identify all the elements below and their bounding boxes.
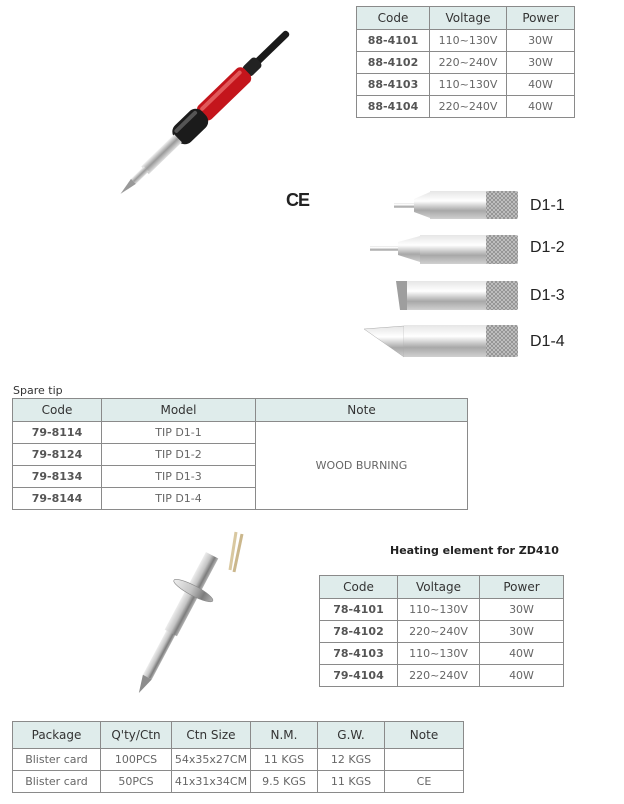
voltage-cell: 110~130V: [430, 74, 507, 96]
qty-cell: 100PCS: [101, 749, 172, 771]
note-cell: WOOD BURNING: [256, 422, 468, 510]
spare-tip-table: [12, 398, 468, 510]
tip-d1-2-shape: [370, 235, 518, 264]
table-row: [357, 52, 575, 74]
voltage-cell: 220~240V: [430, 96, 507, 118]
iron-spec-table: [356, 6, 575, 118]
soldering-iron-image: [100, 8, 315, 218]
tip-d1-4-shape: [364, 325, 518, 357]
table-row: [320, 665, 564, 687]
table-row: [320, 599, 564, 621]
tip-d1-1-shape: [394, 191, 518, 219]
code-cell: 79-8124: [13, 444, 102, 466]
power-cell: 40W: [480, 643, 564, 665]
code-cell: 78-4102: [320, 621, 398, 643]
note-cell: [385, 749, 464, 771]
voltage-cell: 220~240V: [398, 621, 480, 643]
tips-image: [360, 182, 525, 367]
table-row: [357, 74, 575, 96]
model-cell: TIP D1-4: [102, 488, 256, 510]
column-header: Note: [385, 722, 464, 749]
power-cell: 40W: [507, 96, 575, 118]
column-header: Power: [507, 7, 575, 30]
nm-cell: 9.5 KGS: [251, 771, 318, 793]
model-cell: TIP D1-1: [102, 422, 256, 444]
table-header-row: [13, 399, 468, 422]
voltage-cell: 110~130V: [398, 599, 480, 621]
code-cell: 88-4104: [357, 96, 430, 118]
column-header: Ctn Size: [172, 722, 251, 749]
nm-cell: 11 KGS: [251, 749, 318, 771]
table-header-row: [357, 7, 575, 30]
model-cell: TIP D1-2: [102, 444, 256, 466]
voltage-cell: 110~130V: [398, 643, 480, 665]
table-header-row: [13, 722, 464, 749]
code-cell: 78-4103: [320, 643, 398, 665]
power-cell: 30W: [507, 52, 575, 74]
column-header: Q'ty/Ctn: [101, 722, 172, 749]
power-cell: 40W: [480, 665, 564, 687]
column-header: Model: [102, 399, 256, 422]
column-header: N.M.: [251, 722, 318, 749]
column-header: Package: [13, 722, 101, 749]
tip-label-d1-3: D1-3: [530, 287, 565, 304]
code-cell: 79-8144: [13, 488, 102, 510]
column-header: Note: [256, 399, 468, 422]
voltage-cell: 110~130V: [430, 30, 507, 52]
code-cell: 88-4102: [357, 52, 430, 74]
column-header: Voltage: [398, 576, 480, 599]
spare-tip-caption: Spare tip: [13, 384, 63, 397]
table-row: [320, 621, 564, 643]
heating-element-image: [112, 524, 252, 704]
column-header: Code: [320, 576, 398, 599]
tip-d1-3-shape: [396, 281, 518, 310]
table-row: [357, 96, 575, 118]
package-cell: Blister card: [13, 771, 101, 793]
power-cell: 30W: [480, 599, 564, 621]
package-cell: Blister card: [13, 749, 101, 771]
gw-cell: 12 KGS: [318, 749, 385, 771]
table-row: [13, 749, 464, 771]
code-cell: 79-8134: [13, 466, 102, 488]
column-header: G.W.: [318, 722, 385, 749]
note-cell: CE: [385, 771, 464, 793]
code-cell: 79-8114: [13, 422, 102, 444]
column-header: Power: [480, 576, 564, 599]
tip-label-d1-1: D1-1: [530, 197, 565, 214]
ctn-size-cell: 41x31x34CM: [172, 771, 251, 793]
column-header: Code: [13, 399, 102, 422]
code-cell: 79-4104: [320, 665, 398, 687]
code-cell: 88-4101: [357, 30, 430, 52]
power-cell: 40W: [507, 74, 575, 96]
power-cell: 30W: [480, 621, 564, 643]
table-row: [13, 771, 464, 793]
heating-element-table: [319, 575, 564, 687]
table-row: [13, 422, 468, 444]
heating-element-title: Heating element for ZD410: [390, 544, 559, 557]
gw-cell: 11 KGS: [318, 771, 385, 793]
table-row: [320, 643, 564, 665]
qty-cell: 50PCS: [101, 771, 172, 793]
voltage-cell: 220~240V: [430, 52, 507, 74]
power-cell: 30W: [507, 30, 575, 52]
ce-mark: CE: [286, 190, 310, 210]
table-header-row: [320, 576, 564, 599]
voltage-cell: 220~240V: [398, 665, 480, 687]
ctn-size-cell: 54x35x27CM: [172, 749, 251, 771]
tip-label-d1-2: D1-2: [530, 239, 565, 256]
code-cell: 88-4103: [357, 74, 430, 96]
column-header: Voltage: [430, 7, 507, 30]
column-header: Code: [357, 7, 430, 30]
table-row: [357, 30, 575, 52]
code-cell: 78-4101: [320, 599, 398, 621]
model-cell: TIP D1-3: [102, 466, 256, 488]
package-table: [12, 721, 464, 793]
tip-label-d1-4: D1-4: [530, 333, 565, 350]
